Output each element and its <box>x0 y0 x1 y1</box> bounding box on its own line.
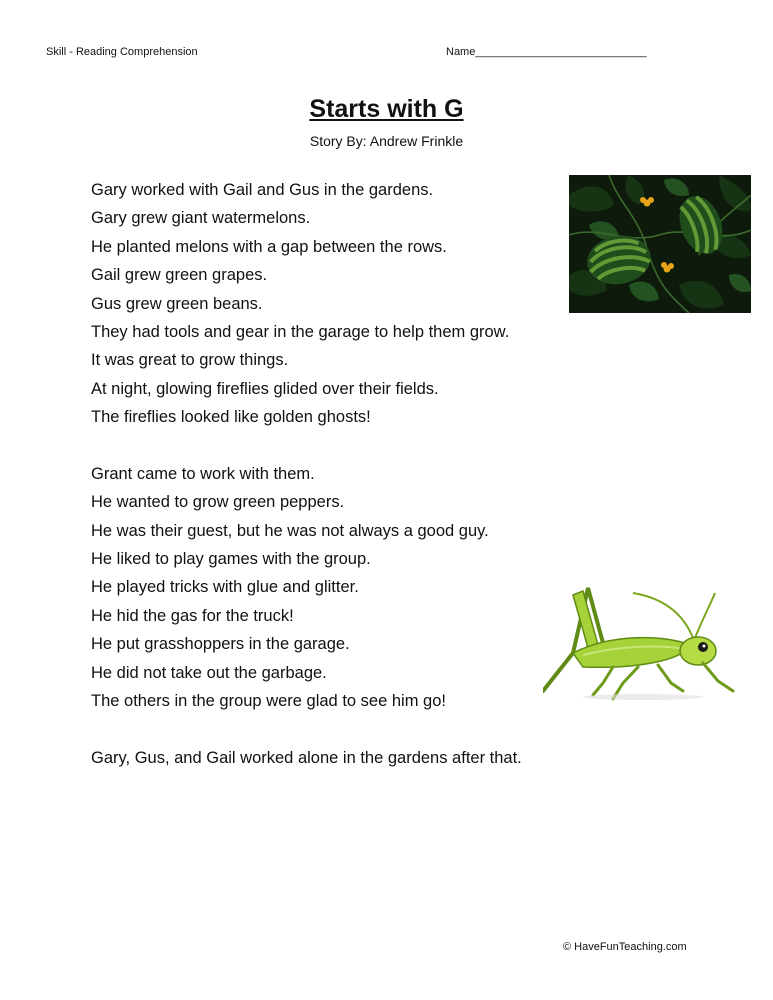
paragraph-gap <box>91 715 571 743</box>
story-byline: Story By: Andrew Frinkle <box>309 133 464 149</box>
paragraph-gap <box>91 432 571 460</box>
story-line: At night, glowing fireflies glided over their fields. <box>91 379 439 398</box>
story-line: He hid the gas for the truck! <box>91 606 294 625</box>
story-line: It was great to grow things. <box>91 351 289 370</box>
page-title: Starts with G <box>309 95 464 123</box>
story-line: Gus grew green beans. <box>91 294 263 313</box>
story-line: He put grasshoppers in the garage. <box>91 635 350 654</box>
watermelon-vine-illustration <box>569 175 751 313</box>
story-line: Gary grew giant watermelons. <box>91 209 311 228</box>
paragraph-2 <box>91 460 571 716</box>
story-line: The others in the group were glad to see him go! <box>91 692 446 711</box>
paragraph-3 <box>91 744 571 772</box>
story-line: He did not take out the garbage. <box>91 663 327 682</box>
paragraph-1 <box>91 176 571 432</box>
story-line: He was their guest, but he was not always a good guy. <box>91 521 489 540</box>
grasshopper-illustration <box>543 583 735 701</box>
story-line: Gary, Gus, and Gail worked alone in the gardens after that. <box>91 748 522 767</box>
story-line: He liked to play games with the group. <box>91 550 371 569</box>
story-line: The fireflies looked like golden ghosts! <box>91 408 371 427</box>
header-skill: Skill - Reading Comprehension <box>46 46 198 58</box>
story-line: Gail grew green grapes. <box>91 266 268 285</box>
story-text <box>91 176 571 772</box>
story-line: Gary worked with Gail and Gus in the gardens. <box>91 181 434 199</box>
story-line: Grant came to work with them. <box>91 464 315 483</box>
story-line: He planted melons with a gap between the rows. <box>91 237 447 256</box>
copyright-footer: © HaveFunTeaching.com <box>563 941 687 953</box>
story-line: They had tools and gear in the garage to help them grow. <box>91 322 510 341</box>
story-line: He wanted to grow green peppers. <box>91 493 345 512</box>
header-name-field: Name____________________________ <box>446 46 647 58</box>
story-line: He played tricks with glue and glitter. <box>91 578 359 597</box>
